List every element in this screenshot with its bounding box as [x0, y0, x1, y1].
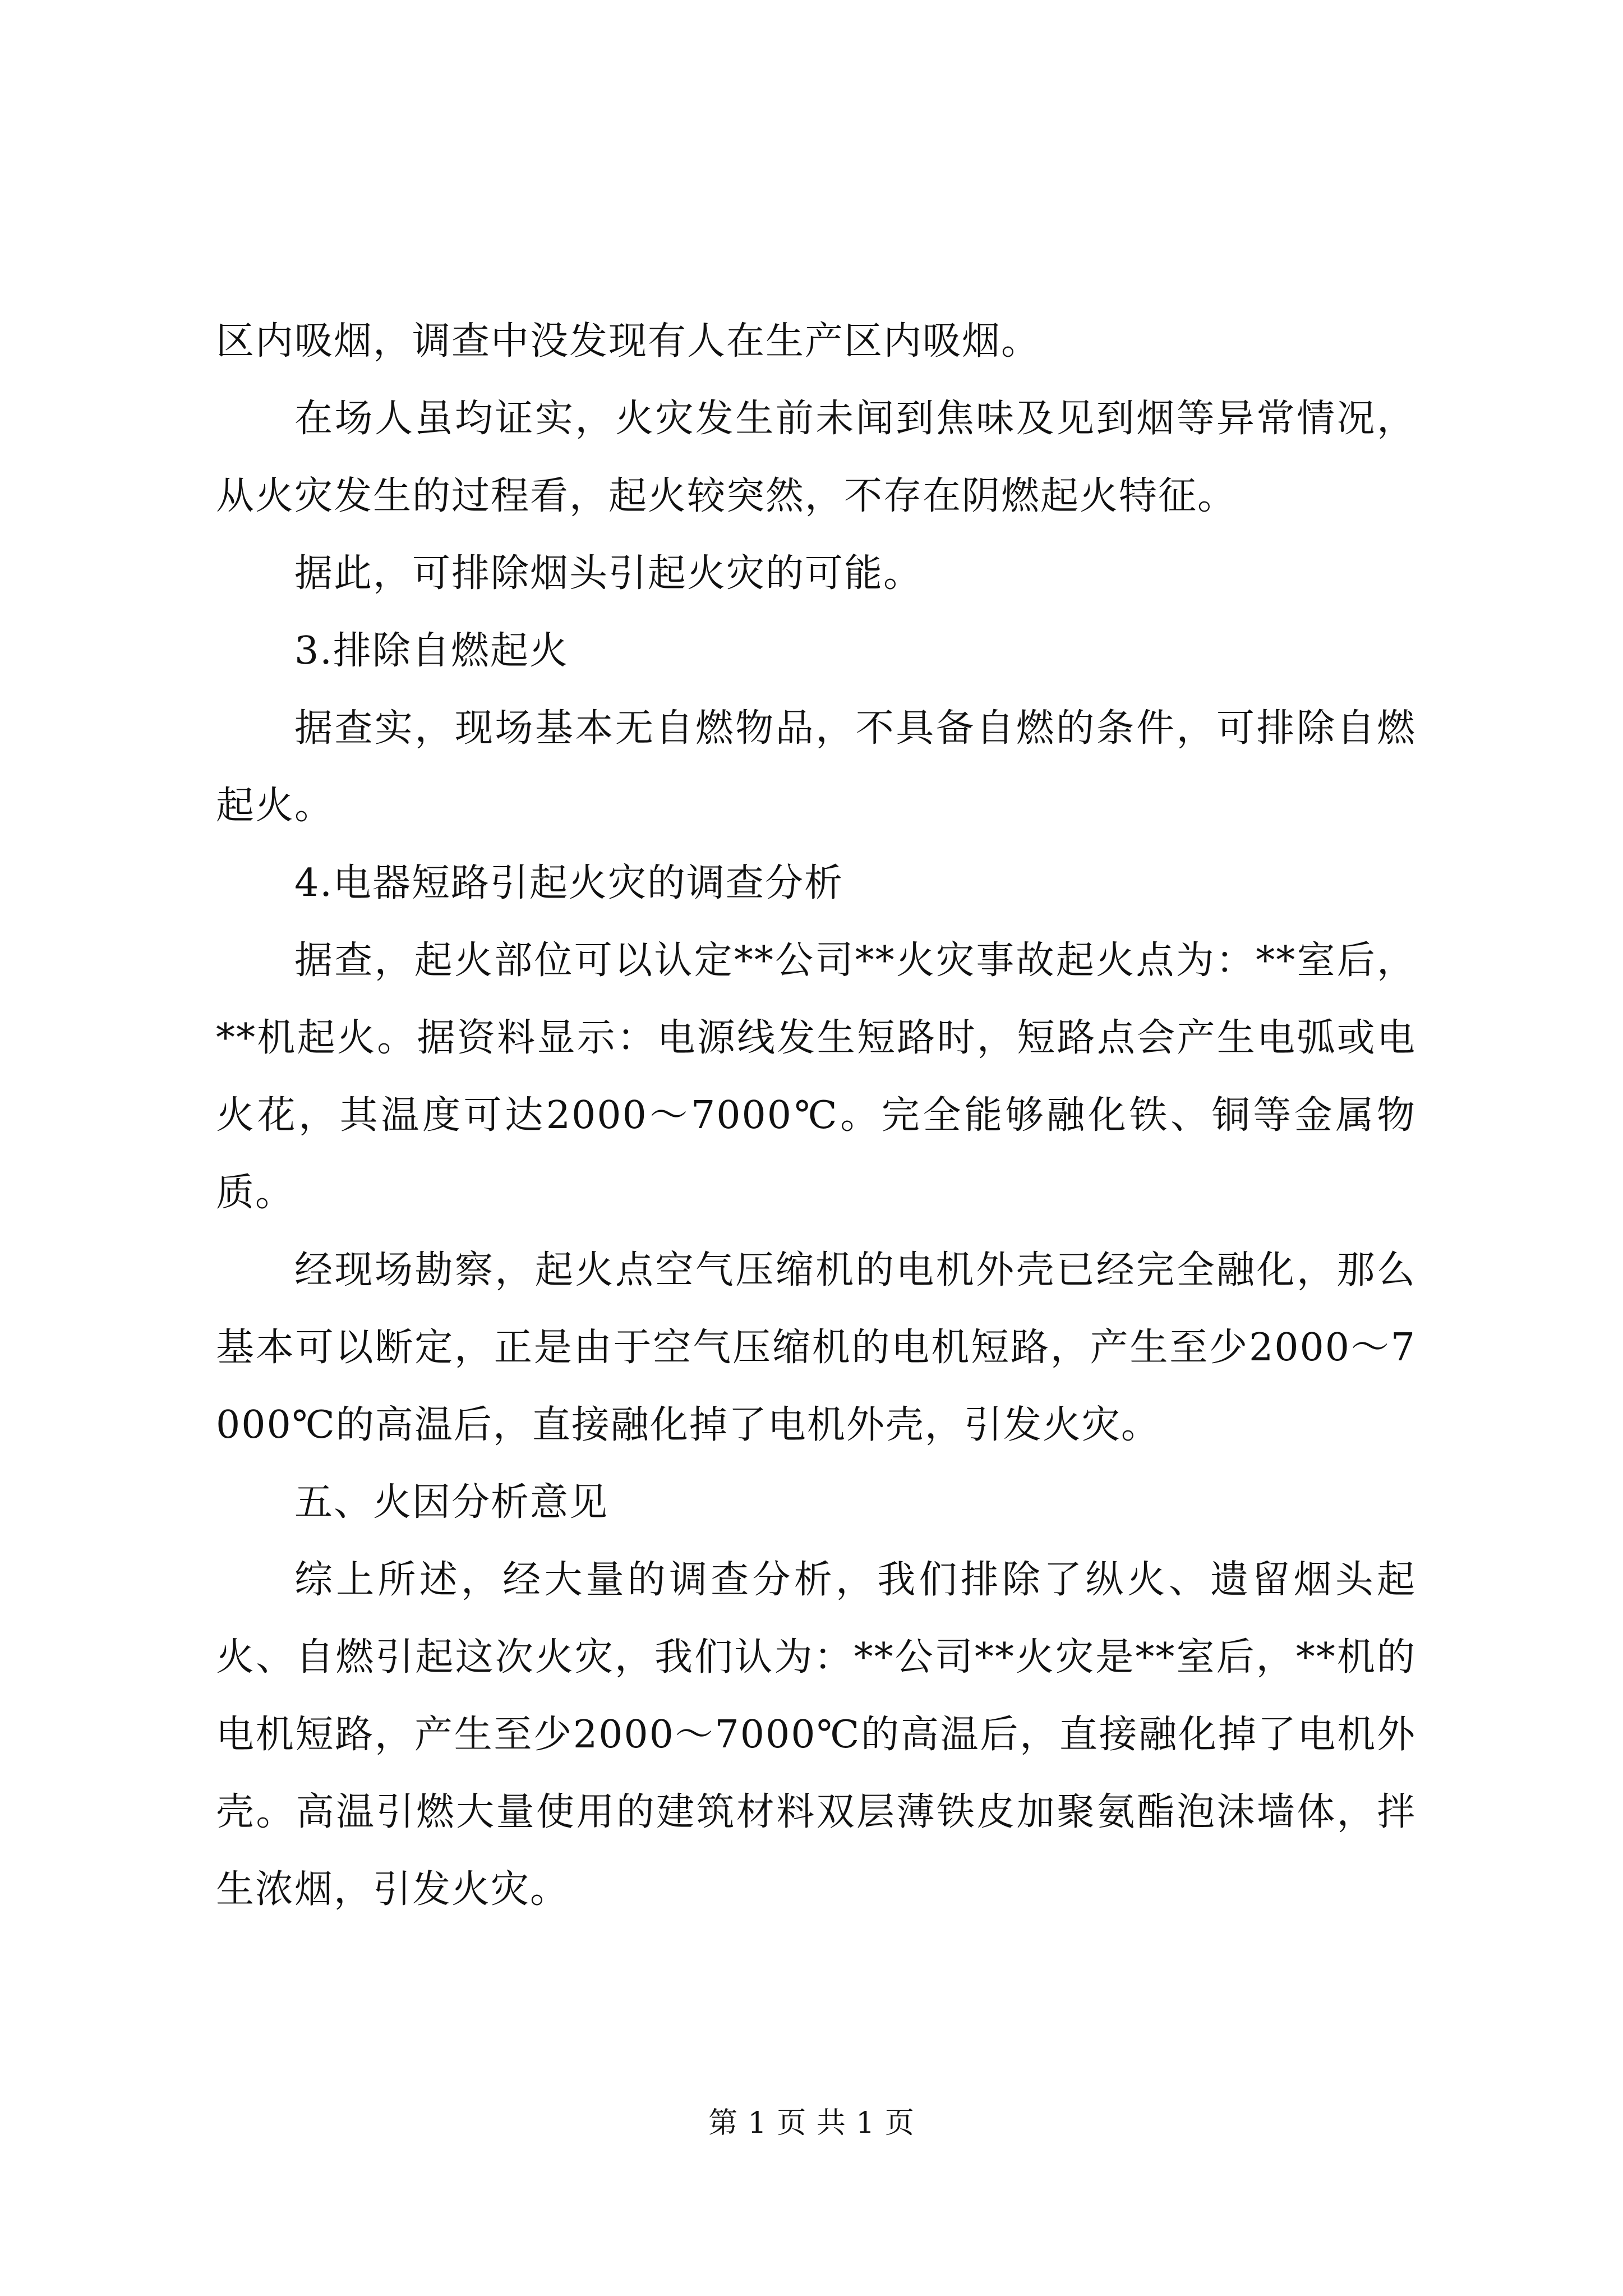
section-heading-4: 4.电器短路引起火灾的调查分析 — [294, 861, 843, 905]
section-heading-5: 五、火因分析意见 — [294, 1480, 609, 1525]
paragraph-8: 经现场勘察，起火点空气压缩机的电机外壳已经完全融化，那么基本可以断定，正是由于空气压缩机的电机短路，产生至少2000～7000℃的高温后，直接融化掉了电机外壳，引发火灾。 — [216, 1248, 1416, 1447]
paragraph-5: 据查实，现场基本无自燃物品，不具备自燃的条件，可排除自燃起火。 — [216, 706, 1416, 828]
page-footer: 第 1 页 共 1 页 — [708, 2106, 915, 2140]
section-heading-3: 3.排除自燃起火 — [294, 629, 569, 673]
document-body — [216, 303, 1416, 1929]
paragraph-10: 综上所述，经大量的调查分析，我们排除了纵火、遗留烟头起火、自燃引起这次火灾，我们认为：**公司**火灾是**室后，**机的电机短路，产生至少2000～7000℃的高温后，直接融化掉了电机外壳。高温引燃大量使用的建筑材料双层薄铁皮加聚氨酯泡沫墙体，拌生浓烟，引发火灾。 — [216, 1558, 1416, 1912]
paragraph-3: 据此，可排除烟头引起火灾的可能。 — [294, 551, 923, 596]
paragraph-1: 区内吸烟，调查中没发现有人在生产区内吸烟。 — [216, 319, 1041, 364]
paragraph-2: 在场人虽均证实，火灾发生前未闻到焦味及见到烟等异常情况，从火灾发生的过程看，起火较突然，不存在阴燃起火特征。 — [216, 397, 1416, 518]
paragraph-7: 据查，起火部位可以认定**公司**火灾事故起火点为：**室后，**机起火。据资料显示：电源线发生短路时，短路点会产生电弧或电火花，其温度可达2000～7000℃。完全能够融化铁、铜等金属物质。 — [216, 938, 1416, 1215]
